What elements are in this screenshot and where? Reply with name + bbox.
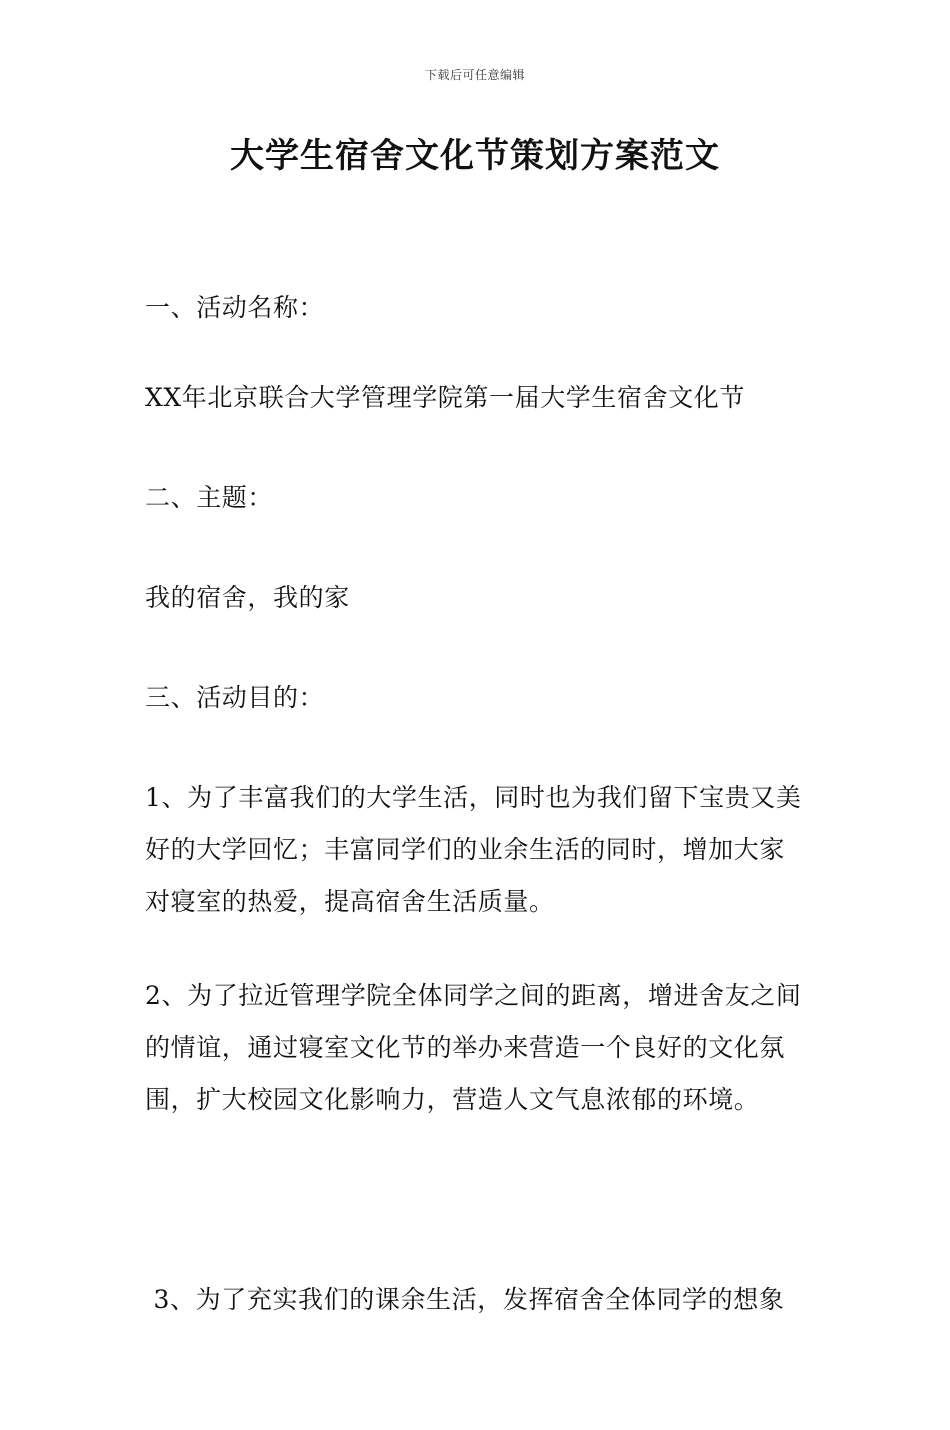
paragraph-item-2 xyxy=(145,970,810,1126)
paragraph-line: 2、为了拉近管理学院全体同学之间的距离，增进舍友之间 xyxy=(145,981,802,1010)
paragraph-line: 对寝室的热爱，提高宿舍生活质量。 xyxy=(145,887,555,916)
paragraph-line: 1、为了丰富我们的大学生活，同时也为我们留下宝贵又美 xyxy=(145,783,802,812)
paragraph-line: 的情谊，通过寝室文化节的举办来营造一个良好的文化氛 xyxy=(145,1033,786,1062)
section-2-heading: 二、主题： xyxy=(145,483,274,512)
section-3-heading: 三、活动目的： xyxy=(145,683,325,712)
header-note: 下载后可任意编辑 xyxy=(424,68,525,82)
paragraph-item-3 xyxy=(145,1170,810,1430)
section-1-text: XX年北京联合大学管理学院第一届大学生宿舍文化节 xyxy=(145,383,745,412)
paragraph-line: 围，扩大校园文化影响力，营造人文气息浓郁的环境。 xyxy=(145,1085,760,1114)
paragraph-line: 3、为了充实我们的课余生活，发挥宿舍全体同学的想象 xyxy=(145,1285,785,1314)
paragraph-item-1 xyxy=(145,772,810,928)
paragraph-line: 好的大学回忆；丰富同学们的业余生活的同时，增加大家 xyxy=(145,835,786,864)
document-title: 大学生宿舍文化节策划方案范文 xyxy=(230,136,720,176)
section-2-text: 我的宿舍，我的家 xyxy=(145,583,350,612)
section-1-heading: 一、活动名称： xyxy=(145,293,325,322)
